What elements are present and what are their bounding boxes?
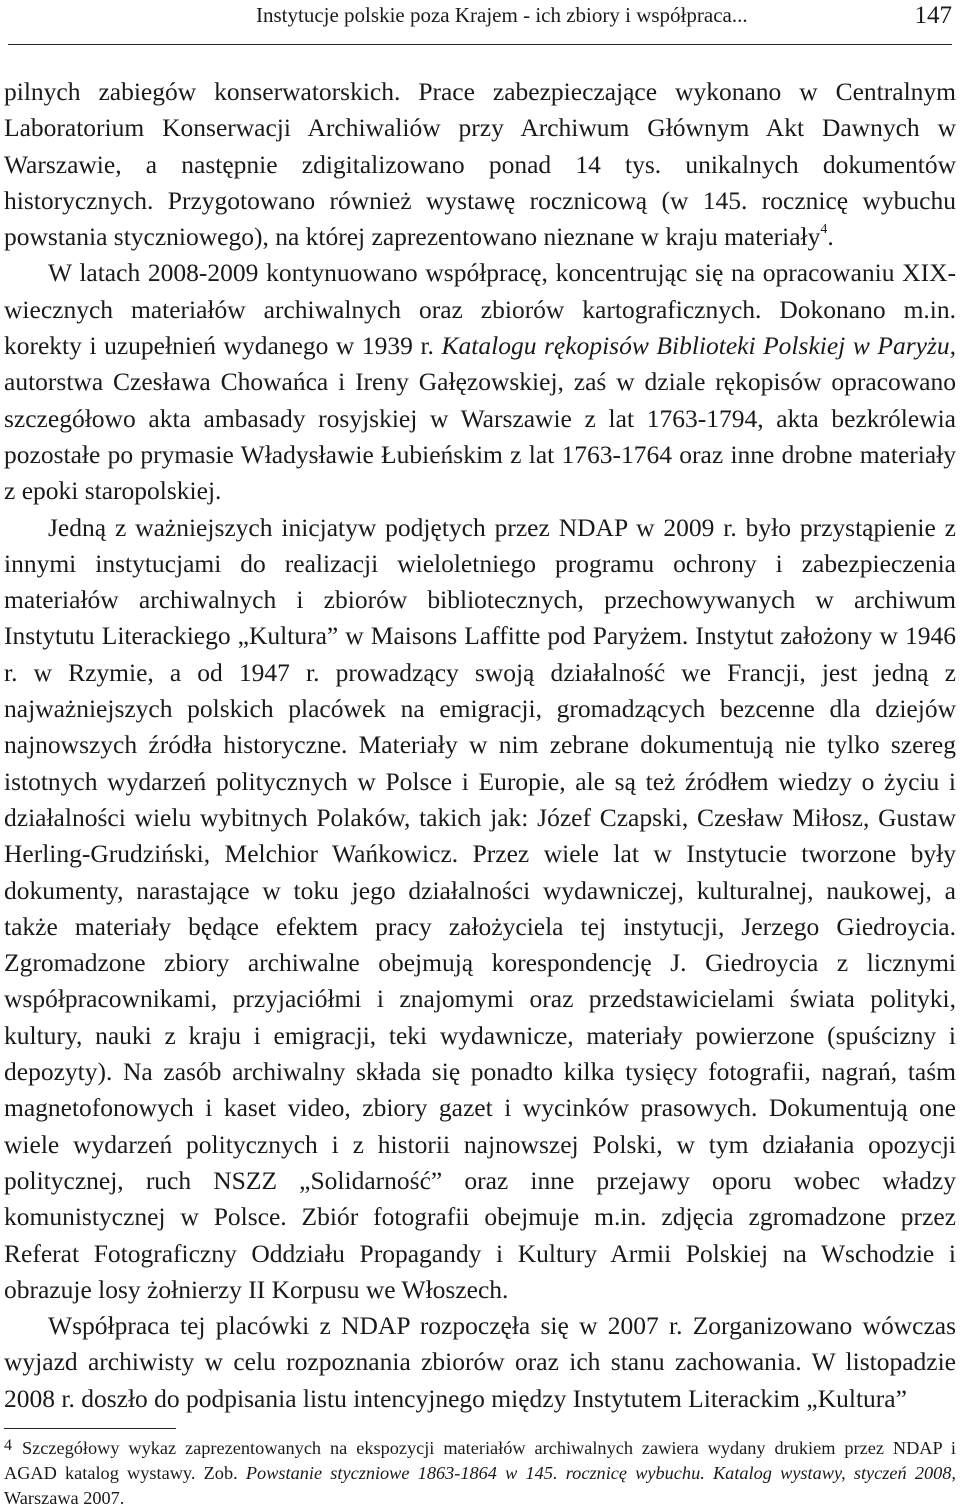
main-text	[4, 74, 956, 1417]
paragraph: pilnych zabiegów konserwatorskich. Prace zabezpieczające wykonano w Centralnym Laboratorium Konserwacji Archiwaliów przy Archiwum Głównym Akt Dawnych w Warszawie, a następnie zdigitalizowano ponad 14 tys. unikalnych dokumentów historycznych. Przygotowano również wystawę rocznicową (w 145. rocznicę wybuchu powstania styczniowego), na której zaprezentowano nieznane w kraju materiały$^4$.	[4, 77, 956, 252]
paragraph: Jedną z ważniejszych inicjatyw podjętych przez NDAP w 2009 r. było przystąpienie z innymi instytucjami do realizacji wieloletniego programu ochrony i zabezpieczenia materiałów archiwalnych i zbiorów bibliotecznych, przechowywanych w archiwum Instytutu Literackiego „Kultura” w Maisons Laffitte pod Paryżem. Instytut założony w 1946 r. w Rzymie, a od 1947 r. prowadzący swoją działalność we Francji, jest jedną z najważniejszych polskich placówek na emigracji, gromadzących bezcenne dla dziejów najnowszych źródła historyczne. Materiały w nim zebrane dokumentują nie tylko szereg istotnych wydarzeń politycznych w Polsce i Europie, ale są też źródłem wiedzy o życiu i działalności wielu wybitnych Polaków, takich jak: Józef Czapski, Czesław Miłosz, Gustaw Herling-Grudziński, Melchior Wańkowicz. Przez wiele lat w Instytucie tworzone były dokumenty, narastające w toku jego działalności wydawniczej, kulturalnej, naukowej, a także materiały będące efektem pracy założyciela tej instytucji, Jerzego Giedroycia. Zgromadzone zbiory archiwalne obejmują korespondencję J. Giedroycia z licznymi współpracownikami, przyjaciółmi i znajomymi oraz przedstawicielami świata polityki, kultury, nauki z kraju i emigracji, teki wydawnicze, materiały powierzone (spuścizny i depozyty). Na zasób archiwalny składa się ponadto kilka tysięcy fotografii, nagrań, taśm magnetofonowych i kaset video, zbiory gazet i wycinków prasowych. Dokumentują one wiele wydarzeń politycznych i z historii najnowszej Polski, w tym działania opozycji politycznej, ruch NSZZ „Solidarność” oraz inne przejawy oporu wobec władzy komunistycznej w Polsce. Zbiór fotografii obejmuje m.in. zdjęcia zgromadzone przez Referat Fotograficzny Oddziału Propagandy i Kultury Armii Polskiej na Wschodzie i obrazuje losy żołnierzy II Korpusu we Włoszech.	[4, 512, 956, 1304]
page-number: 147	[914, 2, 952, 29]
footnote-reference[interactable]: 4	[820, 222, 828, 238]
paragraph: W latach 2008-2009 kontynuowano współpracę, koncentrując się na opracowaniu XIX-wiecznych materiałów archiwalnych oraz zbiorów kartograficznych. Dokonano m.in. korekty i uzupełnień wydanego w 1939 r. Katalogu rękopisów Biblioteki Polskiej w Paryżu, autorstwa Czesława Chowańca i Ireny Gałęzowskiej, zaś w dziale rękopisów opracowano szczegółowo akta ambasady rosyjskiej w Warszawie z lat 1763-1794, akta bezkrólewia pozostałe po prymasie Władysławie Łubieńskim z lat 1763-1764 oraz inne drobne materiały z epoki staropolskiej.	[4, 258, 957, 506]
footnote: 4 Szczegółowy wykaz zaprezentowanych na ekspozycji materiałów archiwalnych zawiera wydany drukiem przez NDAP i AGAD katalog wystawy. Zob. Powstanie styczniowe 1863-1864 w 145. rocznicę wybuchu. Katalog wystawy, styczeń 2008, Warszawa 2007.	[4, 1433, 956, 1511]
running-header	[8, 0, 952, 45]
paragraph: Współpraca tej placówki z NDAP rozpoczęła się w 2007 r. Zorganizowano wówczas wyjazd archiwisty w celu rozpoznania zbiorów oraz ich stanu zachowania. W listopadzie 2008 r. doszło do podpisania listu intencyjnego między Instytutem Literackim „Kultura”	[4, 1311, 956, 1413]
running-title: Instytucje polskie poza Krajem - ich zbiory i współpraca...	[256, 3, 748, 27]
catalog-title: Katalogu rękopisów Biblioteki Polskiej w Paryżu,	[441, 331, 957, 361]
footnote-number: 4	[4, 1437, 12, 1454]
footnote-separator	[4, 1428, 176, 1429]
footnote-citation-title: Powstanie styczniowe 1863-1864 w 145. rocznicę wybuchu. Katalog wystawy, styczeń 2008,	[245, 1463, 956, 1483]
